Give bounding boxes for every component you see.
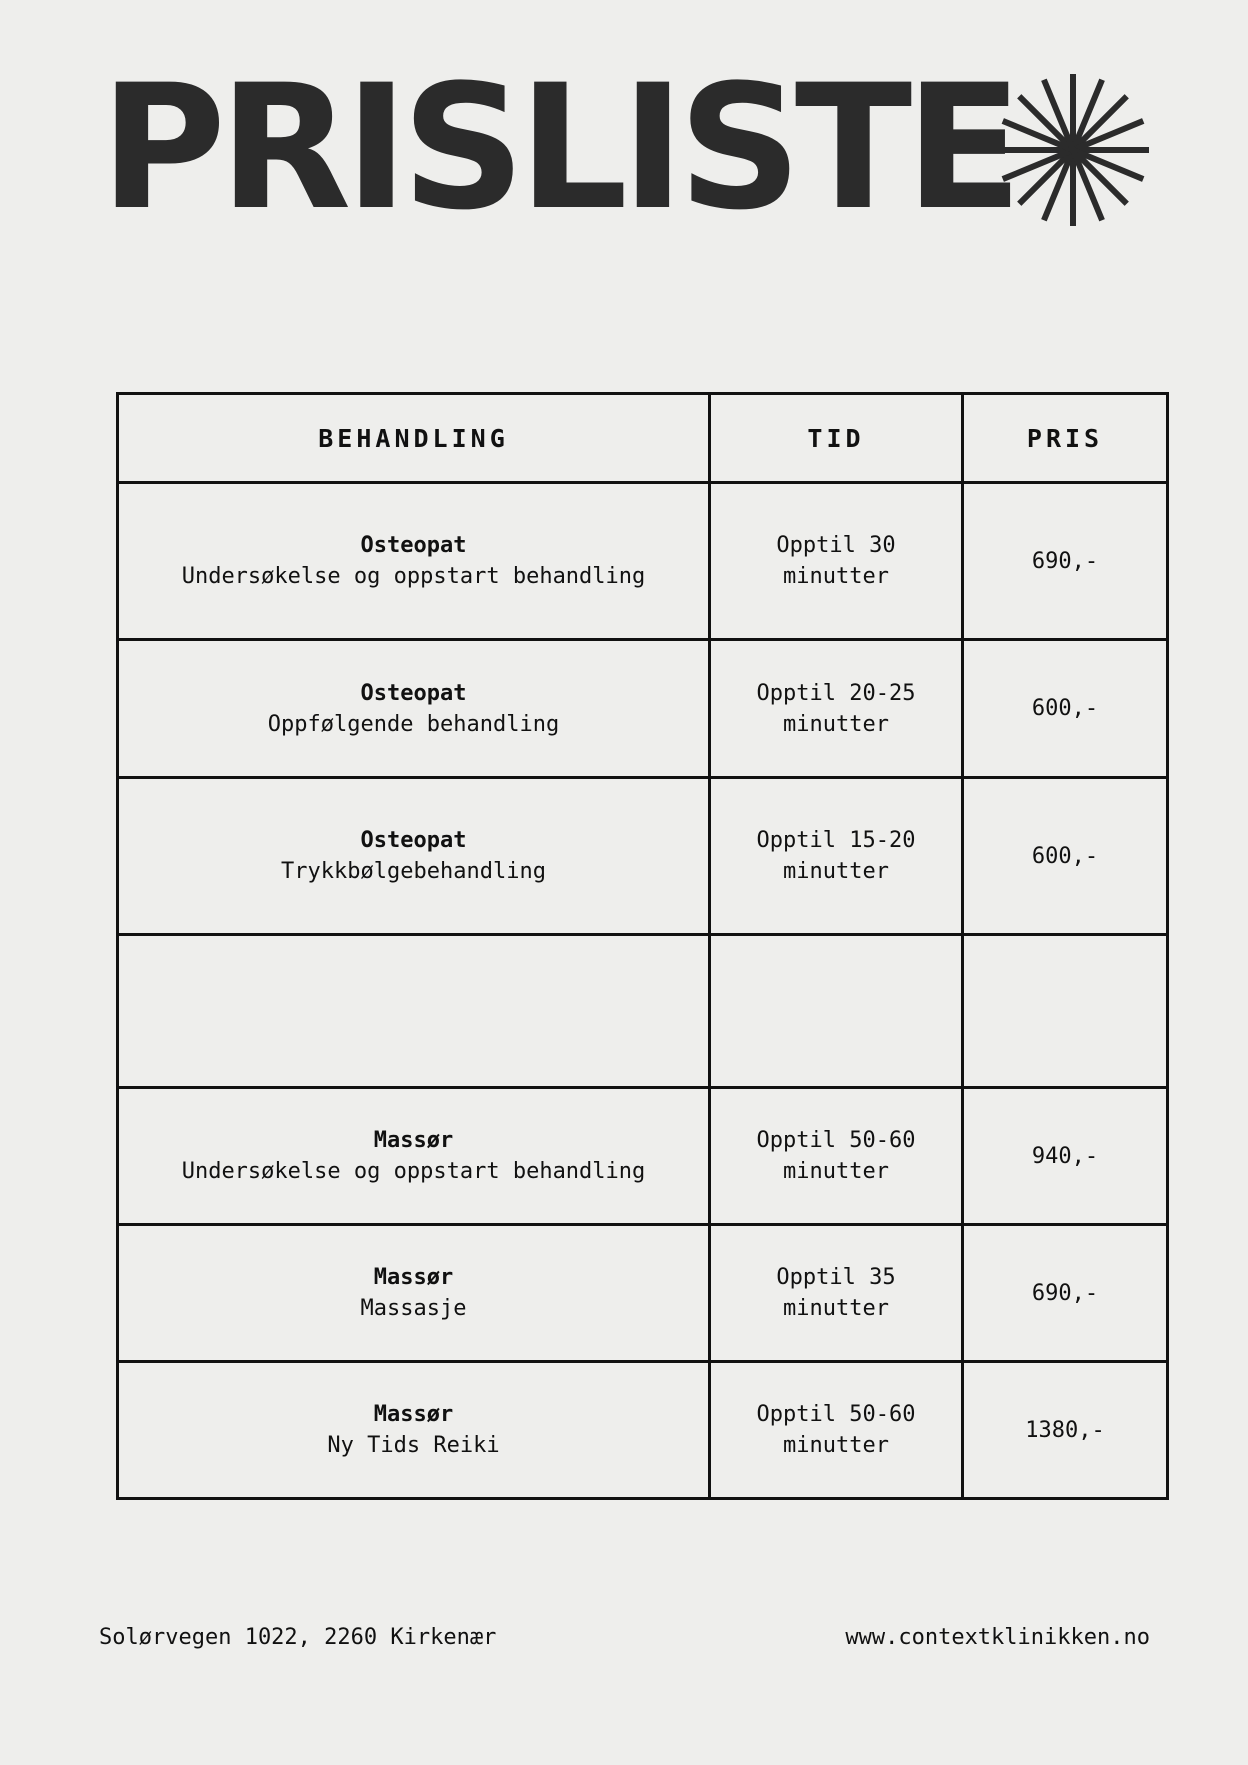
table-row (118, 1088, 1168, 1225)
page-title: PRISLISTE (100, 47, 1016, 248)
footer-address: Solørvegen 1022, 2260 Kirkenær (99, 1625, 497, 1650)
treatment-description: Undersøkelse og oppstart behandling (181, 564, 646, 589)
time-cell (710, 1362, 963, 1499)
treatment-name: Massør (373, 1128, 454, 1153)
price-cell: 600,- (963, 778, 1168, 935)
table-row (118, 640, 1168, 778)
treatment-name: Osteopat (360, 828, 467, 853)
treatment-name: Massør (373, 1402, 454, 1427)
table-row-empty (118, 935, 1168, 1088)
time-line2: minutter (783, 1159, 889, 1184)
table-header-row (118, 394, 1168, 483)
header-time: TID (710, 394, 963, 483)
time-cell (710, 1225, 963, 1362)
price-cell (963, 935, 1168, 1088)
treatment-description: Ny Tids Reiki (327, 1433, 500, 1458)
price-table (116, 392, 1169, 1500)
time-line2: minutter (783, 1296, 889, 1321)
treatment-cell (118, 1362, 710, 1499)
treatment-cell (118, 935, 710, 1088)
time-cell (710, 778, 963, 935)
footer-website-link[interactable]: www.contextklinikken.no (845, 1625, 1150, 1650)
time-line1: Opptil 50-60 (756, 1402, 916, 1427)
time-line2: minutter (783, 859, 889, 884)
time-line2: minutter (783, 711, 889, 737)
treatment-description: Trykkbølgebehandling (281, 859, 546, 884)
starburst-icon (995, 72, 1151, 228)
time-cell (710, 1088, 963, 1225)
table-row (118, 483, 1168, 640)
price-cell: 1380,- (963, 1362, 1168, 1499)
price-cell: 690,- (963, 483, 1168, 640)
treatment-description: Undersøkelse og oppstart behandling (181, 1159, 646, 1184)
header-price: PRIS (963, 394, 1168, 483)
treatment-cell (118, 483, 710, 640)
table-row (118, 778, 1168, 935)
table-row (118, 1225, 1168, 1362)
time-line2: minutter (783, 564, 889, 589)
time-cell (710, 483, 963, 640)
price-cell: 940,- (963, 1088, 1168, 1225)
time-line2: minutter (783, 1433, 889, 1458)
time-cell (710, 935, 963, 1088)
treatment-name: Massør (373, 1265, 454, 1290)
header-treatment: BEHANDLING (118, 394, 710, 483)
treatment-description: Massasje (360, 1296, 467, 1321)
time-line1: Opptil 20-25 (756, 680, 916, 706)
time-line1: Opptil 50-60 (756, 1128, 916, 1153)
time-cell (710, 640, 963, 778)
time-line1: Opptil 15-20 (756, 828, 916, 853)
treatment-name: Osteopat (360, 680, 467, 706)
price-cell: 600,- (963, 640, 1168, 778)
treatment-cell (118, 640, 710, 778)
treatment-cell (118, 1088, 710, 1225)
time-line1: Opptil 30 (776, 533, 896, 558)
treatment-cell (118, 778, 710, 935)
treatment-name: Osteopat (360, 533, 467, 558)
treatment-cell (118, 1225, 710, 1362)
table-row (118, 1362, 1168, 1499)
price-cell: 690,- (963, 1225, 1168, 1362)
treatment-description: Oppfølgende behandling (267, 711, 560, 737)
time-line1: Opptil 35 (776, 1265, 896, 1290)
